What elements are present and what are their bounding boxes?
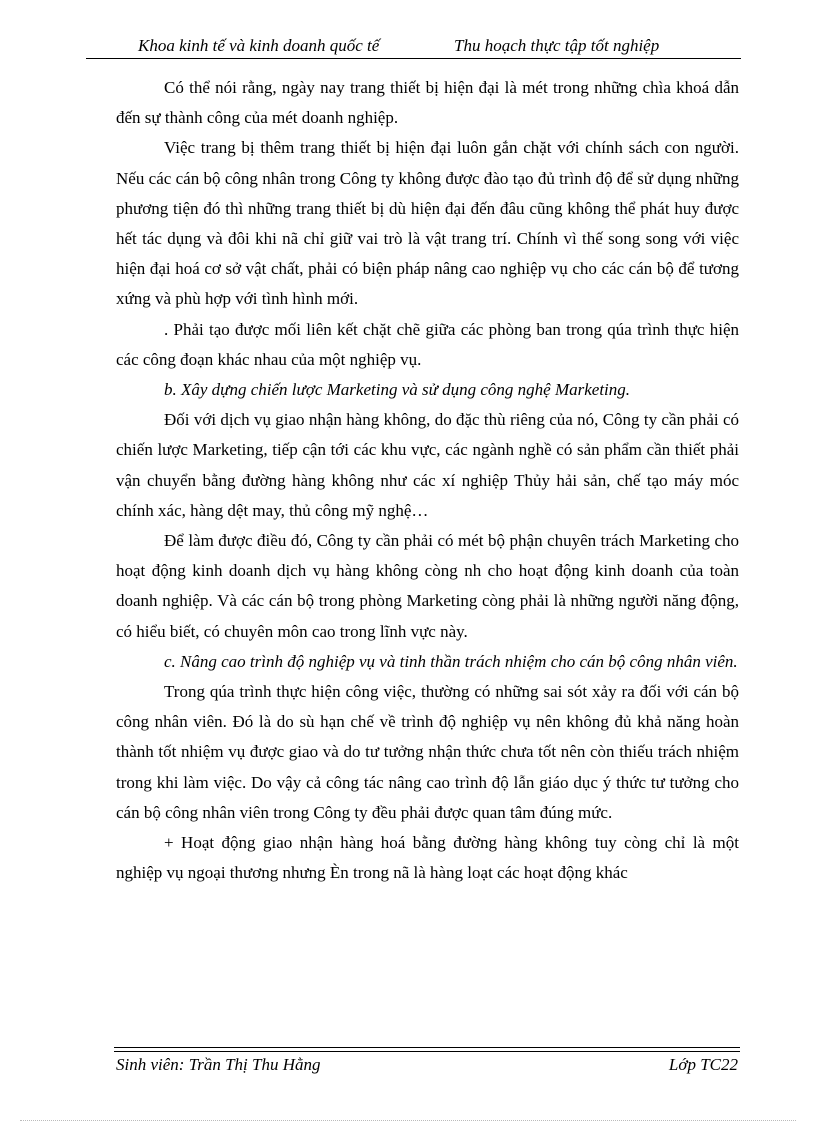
paragraph: . Phải tạo được mối liên kết chặt chẽ giữa các phòng ban trong qúa trình thực hiện các công đoạn khác nhau của một nghiệp vụ. (116, 319, 739, 369)
header-department: Khoa kinh tế và kinh doanh quốc tế (138, 36, 380, 55)
paragraph: Có thể nói rằng, ngày nay trang thiết bị hiện đại là mét trong những chìa khoá dẫn đến sự thành công của mét doanh nghiệp. (116, 78, 739, 128)
footer-class: Lớp TC22 (668, 1055, 738, 1074)
page-edge (20, 1120, 796, 1121)
section-heading-c: c. Nâng cao trình độ nghiệp vụ và tinh thần trách nhiệm cho cán bộ công nhân viên. (164, 651, 738, 671)
paragraph: Trong qúa trình thực hiện công việc, thường có những sai sót xảy ra đối với cán bộ công nhân viên. Đó là do sù hạn chế về trình độ nghiệp vụ nên không đủ khả năng hoàn thành tốt nhiệm vụ được giao và do tư tưởng nhận thức chưa tốt nên còn thiếu trách nhiệm trong khi làm việc. Do vậy cả công tác nâng cao trình độ lẫn giáo dục ý thức tư tưởng cho cán bộ công nhân viên trong Công ty đều phải được quan tâm đúng mức. (116, 682, 739, 822)
document-body (116, 73, 739, 888)
paragraph: Để làm được điều đó, Công ty cần phải có mét bộ phận chuyên trách Marketing cho hoạt động kinh doanh dịch vụ hàng không còng nh cho hoạt động kinh doanh của toàn doanh nghiệp. Và các cán bộ trong phòng Marketing còng phải là những người năng động, có hiểu biết, có chuyên môn cao trong lĩnh vực này. (116, 531, 739, 641)
footer-student-name: Sinh viên: Trần Thị Thu Hằng (116, 1055, 321, 1074)
header-document-title: Thu hoạch thực tập tốt nghiệp (454, 36, 660, 55)
section-heading-b: b. Xây dựng chiến lược Marketing và sử dụng công nghệ Marketing. (164, 380, 631, 400)
footer-divider-thick (114, 1047, 740, 1048)
paragraph: + Hoạt động giao nhận hàng hoá bằng đường hàng không tuy còng chỉ là một nghiệp vụ ngoại thương nhưng Èn trong nã là hàng loạt các hoạt động khác (116, 833, 739, 883)
paragraph: Việc trang bị thêm trang thiết bị hiện đại luôn gắn chặt với chính sách con người. Nếu các cán bộ công nhân trong Công ty không được đào tạo đủ trình độ để sử dụng những phương tiện đó thì những trang thiết bị dù hiện đại đến đâu cũng không thể phát huy được hết tác dụng và đôi khi nã chỉ giữ vai trò là vật trang trí. Chính vì thế song song với việc hiện đại hoá cơ sở vật chất, phải có biện pháp nâng cao nghiệp vụ cho các cán bộ để tương xứng và phù hợp với tình hình mới. (116, 138, 739, 309)
page-header (86, 34, 741, 58)
paragraph: Đối với dịch vụ giao nhận hàng không, do đặc thù riêng của nó, Công ty cần phải có chiến lược Marketing, tiếp cận tới các khu vực, các ngành nghề có sản phẩm cần thiết phải vận chuyển bằng đường hàng không như các xí nghiệp Thủy hải sản, chế tạo máy móc chính xác, hàng dệt may, thủ công mỹ nghệ… (116, 410, 739, 520)
footer-divider-thin (114, 1051, 740, 1052)
page-footer (114, 1055, 740, 1079)
header-divider (86, 58, 741, 59)
